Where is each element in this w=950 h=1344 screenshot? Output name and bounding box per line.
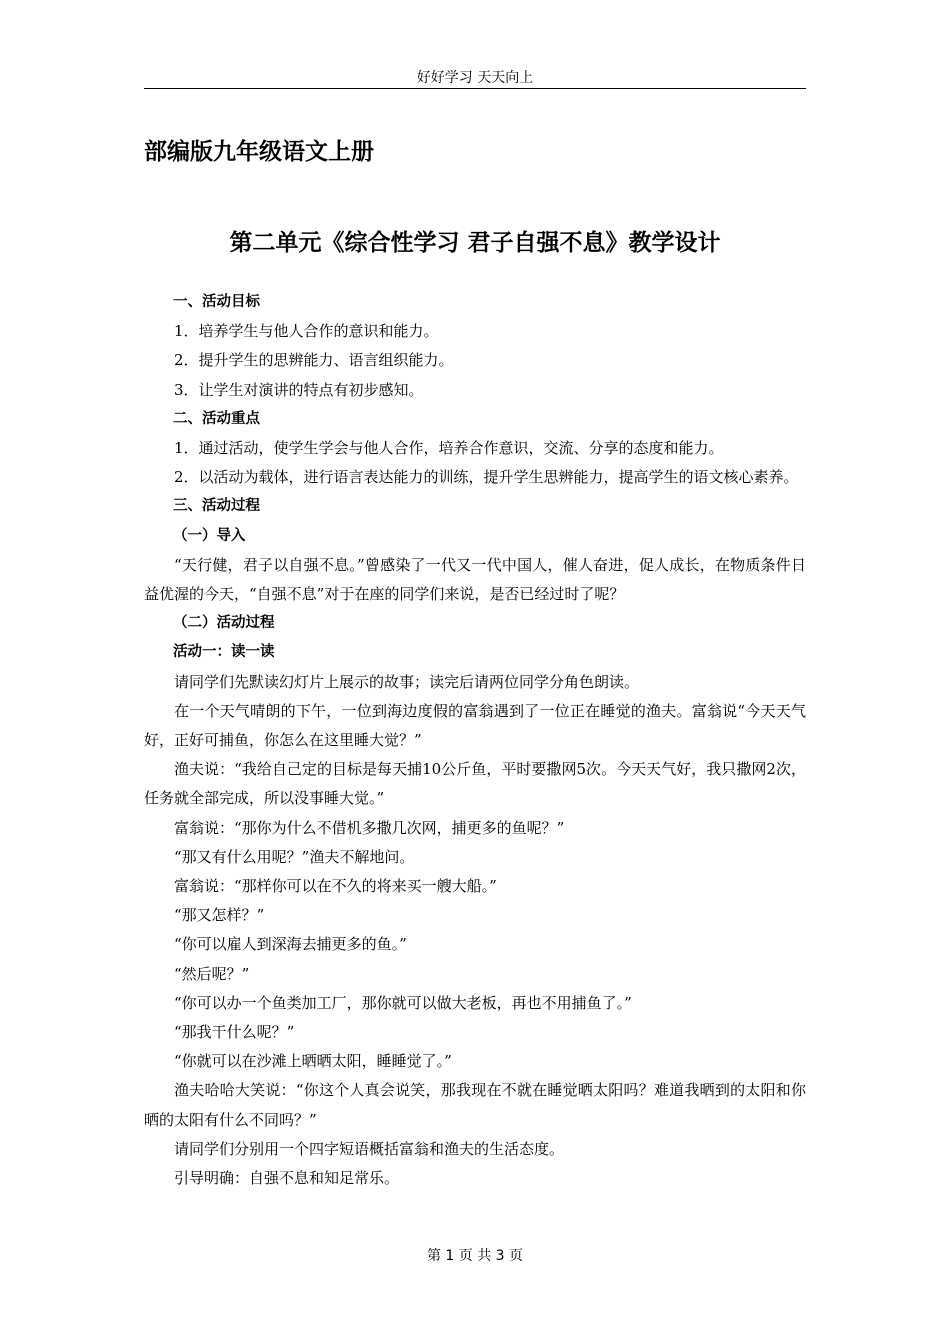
paragraph: 3．让学生对演讲的特点有初步感知。 <box>174 380 424 399</box>
paragraph: 2．以活动为载体，进行语言表达能力的训练，提升学生思辨能力，提高学生的语文核心素养。 <box>174 468 799 487</box>
document-subtitle: 第二单元《综合性学习 君子自强不息》教学设计 <box>229 230 721 256</box>
paragraph: “然后呢？” <box>174 964 250 983</box>
paragraph: 引导明确：自强不息和知足常乐。 <box>174 1169 400 1188</box>
section-heading: 活动一：读一读 <box>173 644 275 661</box>
paragraph: “你就可以在沙滩上晒晒太阳，睡睡觉了。” <box>174 1052 452 1071</box>
page-header: 好好学习 天天向上 <box>416 70 534 86</box>
section-heading: 一、活动目标 <box>173 294 260 310</box>
section-heading: 三、活动过程 <box>173 498 260 515</box>
paragraph: “那又怎样？” <box>174 906 265 925</box>
paragraph: 2．提升学生的思辨能力、语言组织能力。 <box>174 351 454 370</box>
paragraph: “你可以雇人到深海去捕更多的鱼。” <box>174 935 407 954</box>
paragraph: 渔夫说：“我给自己定的目标是每天捕10公斤鱼，平时要撒网5次。今天天气好，我只撒网2次，任务就全部完成，所以没事睡大觉。” <box>144 760 806 808</box>
document-body <box>144 288 806 1193</box>
paragraph: 1．通过活动，使学生学会与他人合作，培养合作意识，交流、分享的态度和能力。 <box>174 439 724 458</box>
paragraph: 请同学们先默读幻灯片上展示的故事；读完后请两位同学分角色朗读。 <box>174 672 640 691</box>
paragraph: “那又有什么用呢？”渔夫不解地问。 <box>174 847 415 866</box>
paragraph: 在一个天气晴朗的下午，一位到海边度假的富翁遇到了一位正在睡觉的渔夫。富翁说“今天天气好，正好可捕鱼，你怎么在这里睡大觉？” <box>144 701 806 750</box>
paragraph: 1．培养学生与他人合作的意识和能力。 <box>174 322 439 341</box>
section-heading: （二）活动过程 <box>173 615 275 632</box>
section-heading: （一）导入 <box>173 527 246 544</box>
paragraph: 富翁说：“那样你可以在不久的将来买一艘大船。” <box>174 877 497 896</box>
section-heading: 二、活动重点 <box>173 410 260 427</box>
document-title: 部编版九年级语文上册 <box>144 139 374 165</box>
paragraph: 渔夫哈哈大笑说：“你这个人真会说笑，那我现在不就在睡觉晒太阳吗？难道我晒到的太阳和你晒的太阳有什么不同吗？” <box>144 1081 806 1129</box>
header-divider <box>144 88 806 89</box>
paragraph: 请同学们分别用一个四字短语概括富翁和渔夫的生活态度。 <box>174 1139 565 1158</box>
paragraph: “你可以办一个鱼类加工厂，那你就可以做大老板，再也不用捕鱼了。” <box>174 993 632 1012</box>
page-footer: 第 1 页 共 3 页 <box>426 1248 524 1264</box>
paragraph: “那我干什么呢？” <box>174 1023 295 1042</box>
paragraph: “天行健，君子以自强不息。”曾感染了一代又一代中国人，催人奋进，促人成长，在物质条件日益优渥的今天，“自强不息”对于在座的同学们来说，是否已经过时了呢？ <box>144 555 806 604</box>
paragraph: 富翁说：“那你为什么不借机多撒几次网，捕更多的鱼呢？” <box>174 818 565 837</box>
